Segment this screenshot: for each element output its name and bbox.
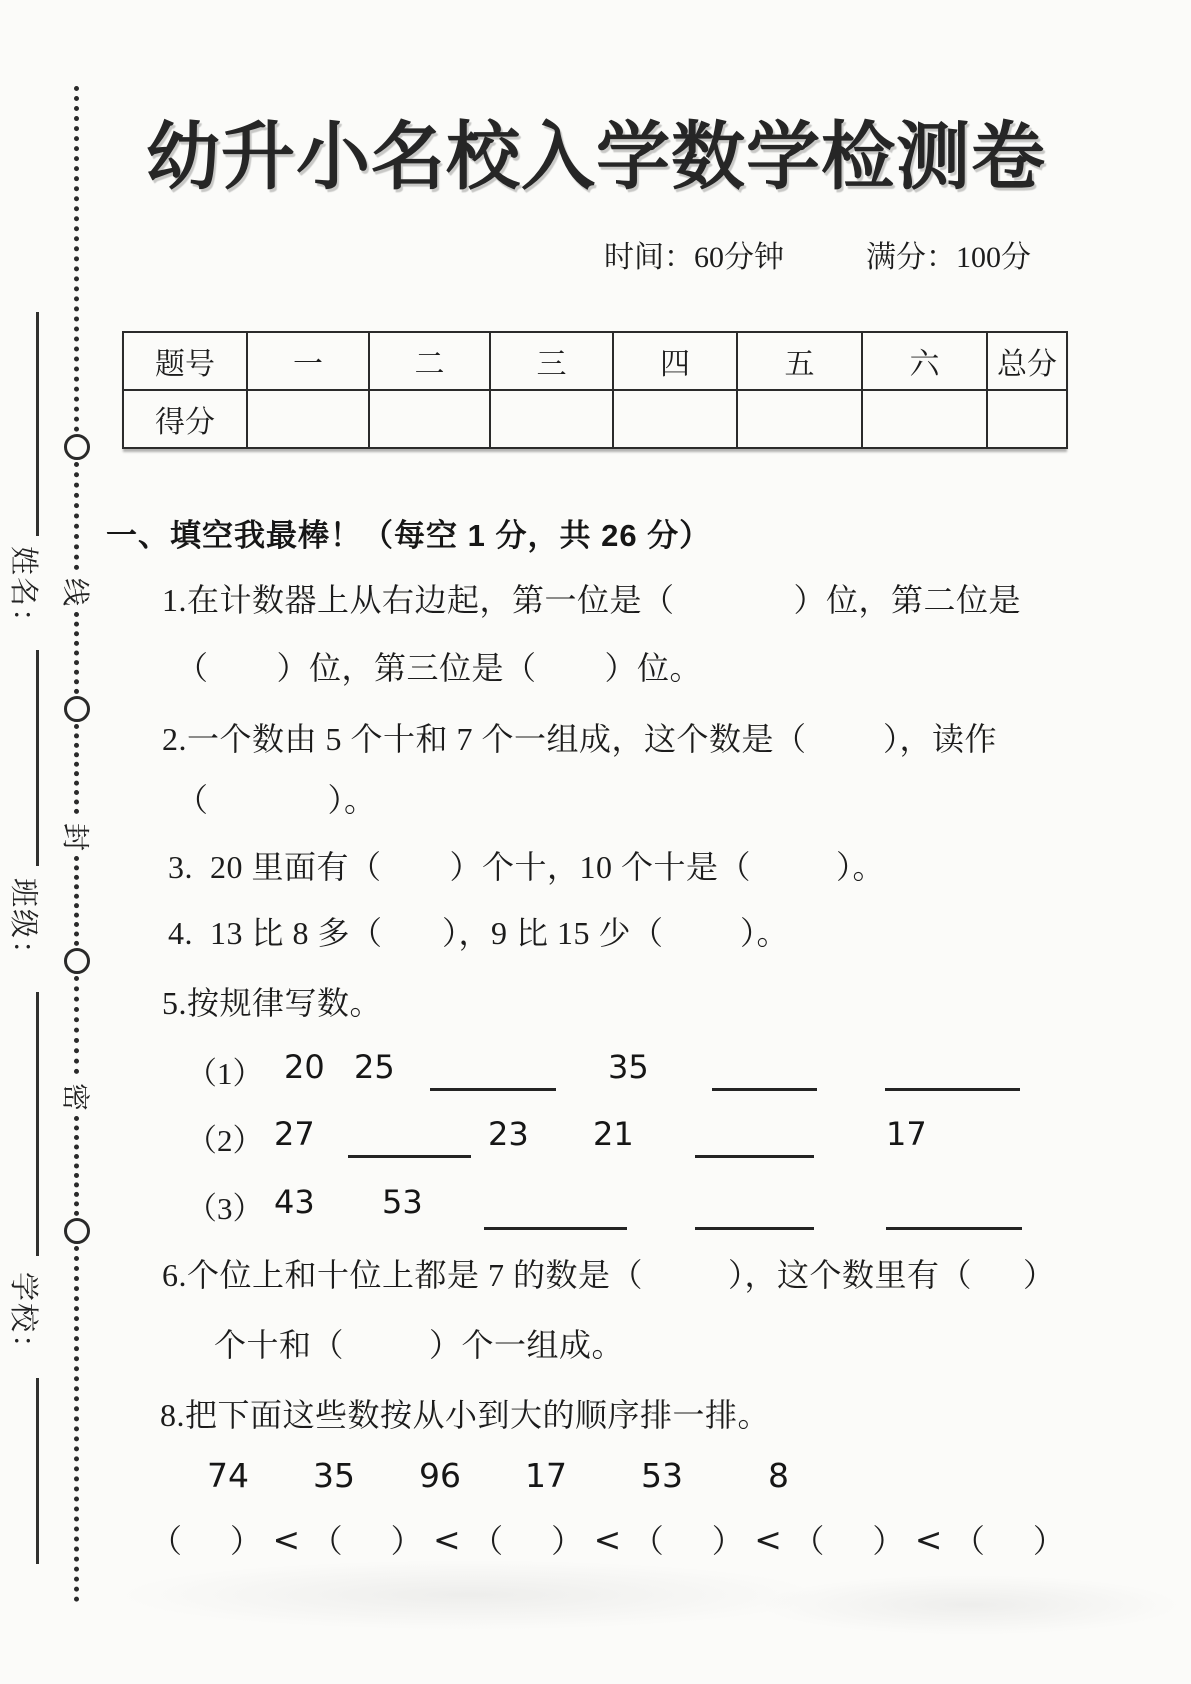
scan-smudge bbox=[760, 1575, 1180, 1635]
exam-duration: 时间：60分钟 bbox=[604, 241, 784, 274]
answer-blank-underline bbox=[712, 1050, 817, 1091]
less-than-sign: < bbox=[914, 1519, 943, 1559]
less-than-sign: < bbox=[433, 1519, 461, 1559]
pattern-number: 27 bbox=[274, 1115, 315, 1153]
answer-blank-underline bbox=[348, 1117, 471, 1158]
pattern-number: 53 bbox=[382, 1183, 423, 1221]
pattern-number: 23 bbox=[488, 1115, 529, 1153]
pattern-number: 25 bbox=[354, 1048, 395, 1086]
exam-info-line bbox=[604, 232, 1031, 276]
question-2-line-2: （ ）。 bbox=[176, 782, 377, 818]
sort-numbers-row bbox=[0, 1456, 1100, 1502]
pattern-row-3 bbox=[0, 1183, 1100, 1229]
less-than-sign: < bbox=[593, 1519, 622, 1559]
question-6-line-1: 6.个位上和十位上都是 7 的数是（ ），这个数里有（ ） bbox=[162, 1257, 1056, 1293]
less-than-sign: < bbox=[272, 1519, 301, 1559]
seal-circle bbox=[64, 948, 90, 974]
answer-blank-underline bbox=[430, 1050, 556, 1091]
seal-char-feng: 封 bbox=[59, 822, 90, 851]
compare-chain-row bbox=[150, 1516, 1065, 1562]
score-col-header: 总分 bbox=[987, 332, 1067, 390]
score-table-header-row bbox=[123, 332, 1067, 390]
name-blank-line bbox=[36, 312, 39, 536]
answer-parens: （ ） bbox=[150, 1523, 263, 1559]
answer-blank-underline bbox=[886, 1189, 1022, 1230]
class-field-label: 班级： bbox=[7, 878, 39, 972]
answer-blank-underline bbox=[695, 1189, 814, 1230]
seal-dotted-line bbox=[74, 612, 79, 694]
seal-dotted-line bbox=[74, 856, 79, 946]
answer-blank-underline bbox=[885, 1050, 1020, 1091]
class-blank-line bbox=[36, 650, 39, 866]
score-col-header: 三 bbox=[490, 332, 613, 390]
pattern-row-1 bbox=[0, 1048, 1100, 1094]
score-cell-empty bbox=[490, 390, 613, 448]
question-5: 5.按规律写数。 bbox=[162, 985, 383, 1021]
score-cell-empty bbox=[737, 390, 862, 448]
seal-dotted-line bbox=[74, 1246, 79, 1602]
question-1-line-2: （ ）位，第三位是（ ）位。 bbox=[176, 650, 703, 686]
question-1-line-1: 1.在计数器上从右边起，第一位是（ ）位，第二位是 bbox=[162, 582, 1022, 618]
pattern-number: 20 bbox=[284, 1048, 325, 1086]
exam-full-score: 满分：100分 bbox=[866, 241, 1031, 274]
pattern-row-label: （2） bbox=[186, 1123, 264, 1158]
seal-char-xian: 线 bbox=[59, 577, 90, 606]
exam-title: 幼升小名校入学数学检测卷 bbox=[146, 117, 1046, 199]
score-col-header: 一 bbox=[247, 332, 369, 390]
question-2-line-1: 2.一个数由 5 个十和 7 个一组成，这个数是（ ），读作 bbox=[162, 721, 998, 757]
answer-parens: （ ） bbox=[631, 1523, 744, 1559]
score-table bbox=[122, 331, 1068, 449]
pattern-number: 17 bbox=[886, 1115, 927, 1153]
school-field-label: 学校： bbox=[7, 1272, 39, 1366]
pattern-row-label: （1） bbox=[186, 1056, 264, 1091]
score-table-score-row bbox=[123, 390, 1067, 448]
score-col-header: 五 bbox=[737, 332, 862, 390]
answer-parens: （ ） bbox=[471, 1523, 584, 1559]
seal-dotted-line bbox=[74, 86, 79, 432]
question-8: 8.把下面这些数按从小到大的顺序排一排。 bbox=[160, 1397, 771, 1433]
pattern-number: 35 bbox=[608, 1048, 649, 1086]
scan-smudge bbox=[120, 1560, 820, 1630]
seal-circle bbox=[64, 696, 90, 722]
score-cell-empty bbox=[613, 390, 737, 448]
pattern-row-2 bbox=[0, 1115, 1100, 1161]
score-cell-empty bbox=[862, 390, 987, 448]
section-heading: 一、填空我最棒！（每空 1 分，共 26 分） bbox=[106, 518, 712, 553]
score-col-header: 题号 bbox=[123, 332, 247, 390]
score-row-label: 得分 bbox=[123, 390, 247, 448]
pattern-number: 21 bbox=[593, 1115, 634, 1153]
seal-char-mi: 密 bbox=[59, 1082, 90, 1111]
sort-number: 74 bbox=[207, 1456, 249, 1495]
pattern-row-label: （3） bbox=[186, 1191, 264, 1226]
answer-parens: （ ） bbox=[792, 1523, 905, 1559]
answer-parens: （ ） bbox=[310, 1523, 423, 1559]
score-cell-empty bbox=[369, 390, 490, 448]
question-4: 4. 13 比 8 多（ ），9 比 15 少（ ）。 bbox=[168, 915, 790, 951]
sort-number: 96 bbox=[419, 1456, 461, 1495]
sort-number: 35 bbox=[313, 1456, 355, 1495]
score-cell-empty bbox=[987, 390, 1067, 448]
score-col-header: 六 bbox=[862, 332, 987, 390]
sort-number: 8 bbox=[768, 1456, 789, 1495]
sort-number: 17 bbox=[525, 1456, 567, 1495]
score-col-header: 二 bbox=[369, 332, 490, 390]
answer-parens: （ ） bbox=[952, 1523, 1065, 1559]
pattern-number: 43 bbox=[274, 1183, 315, 1221]
answer-blank-underline bbox=[695, 1117, 814, 1158]
seal-dotted-line bbox=[74, 724, 79, 814]
question-6-line-2: 个十和（ ）个一组成。 bbox=[214, 1327, 625, 1363]
name-field-label: 姓名： bbox=[7, 546, 39, 640]
seal-dotted-line bbox=[74, 462, 79, 570]
seal-circle bbox=[64, 434, 90, 460]
score-cell-empty bbox=[247, 390, 369, 448]
answer-blank-underline bbox=[484, 1189, 627, 1230]
sort-number: 53 bbox=[641, 1456, 683, 1495]
score-col-header: 四 bbox=[613, 332, 737, 390]
less-than-sign: < bbox=[754, 1519, 782, 1559]
question-3: 3. 20 里面有（ ）个十，10 个十是（ ）。 bbox=[168, 849, 886, 885]
